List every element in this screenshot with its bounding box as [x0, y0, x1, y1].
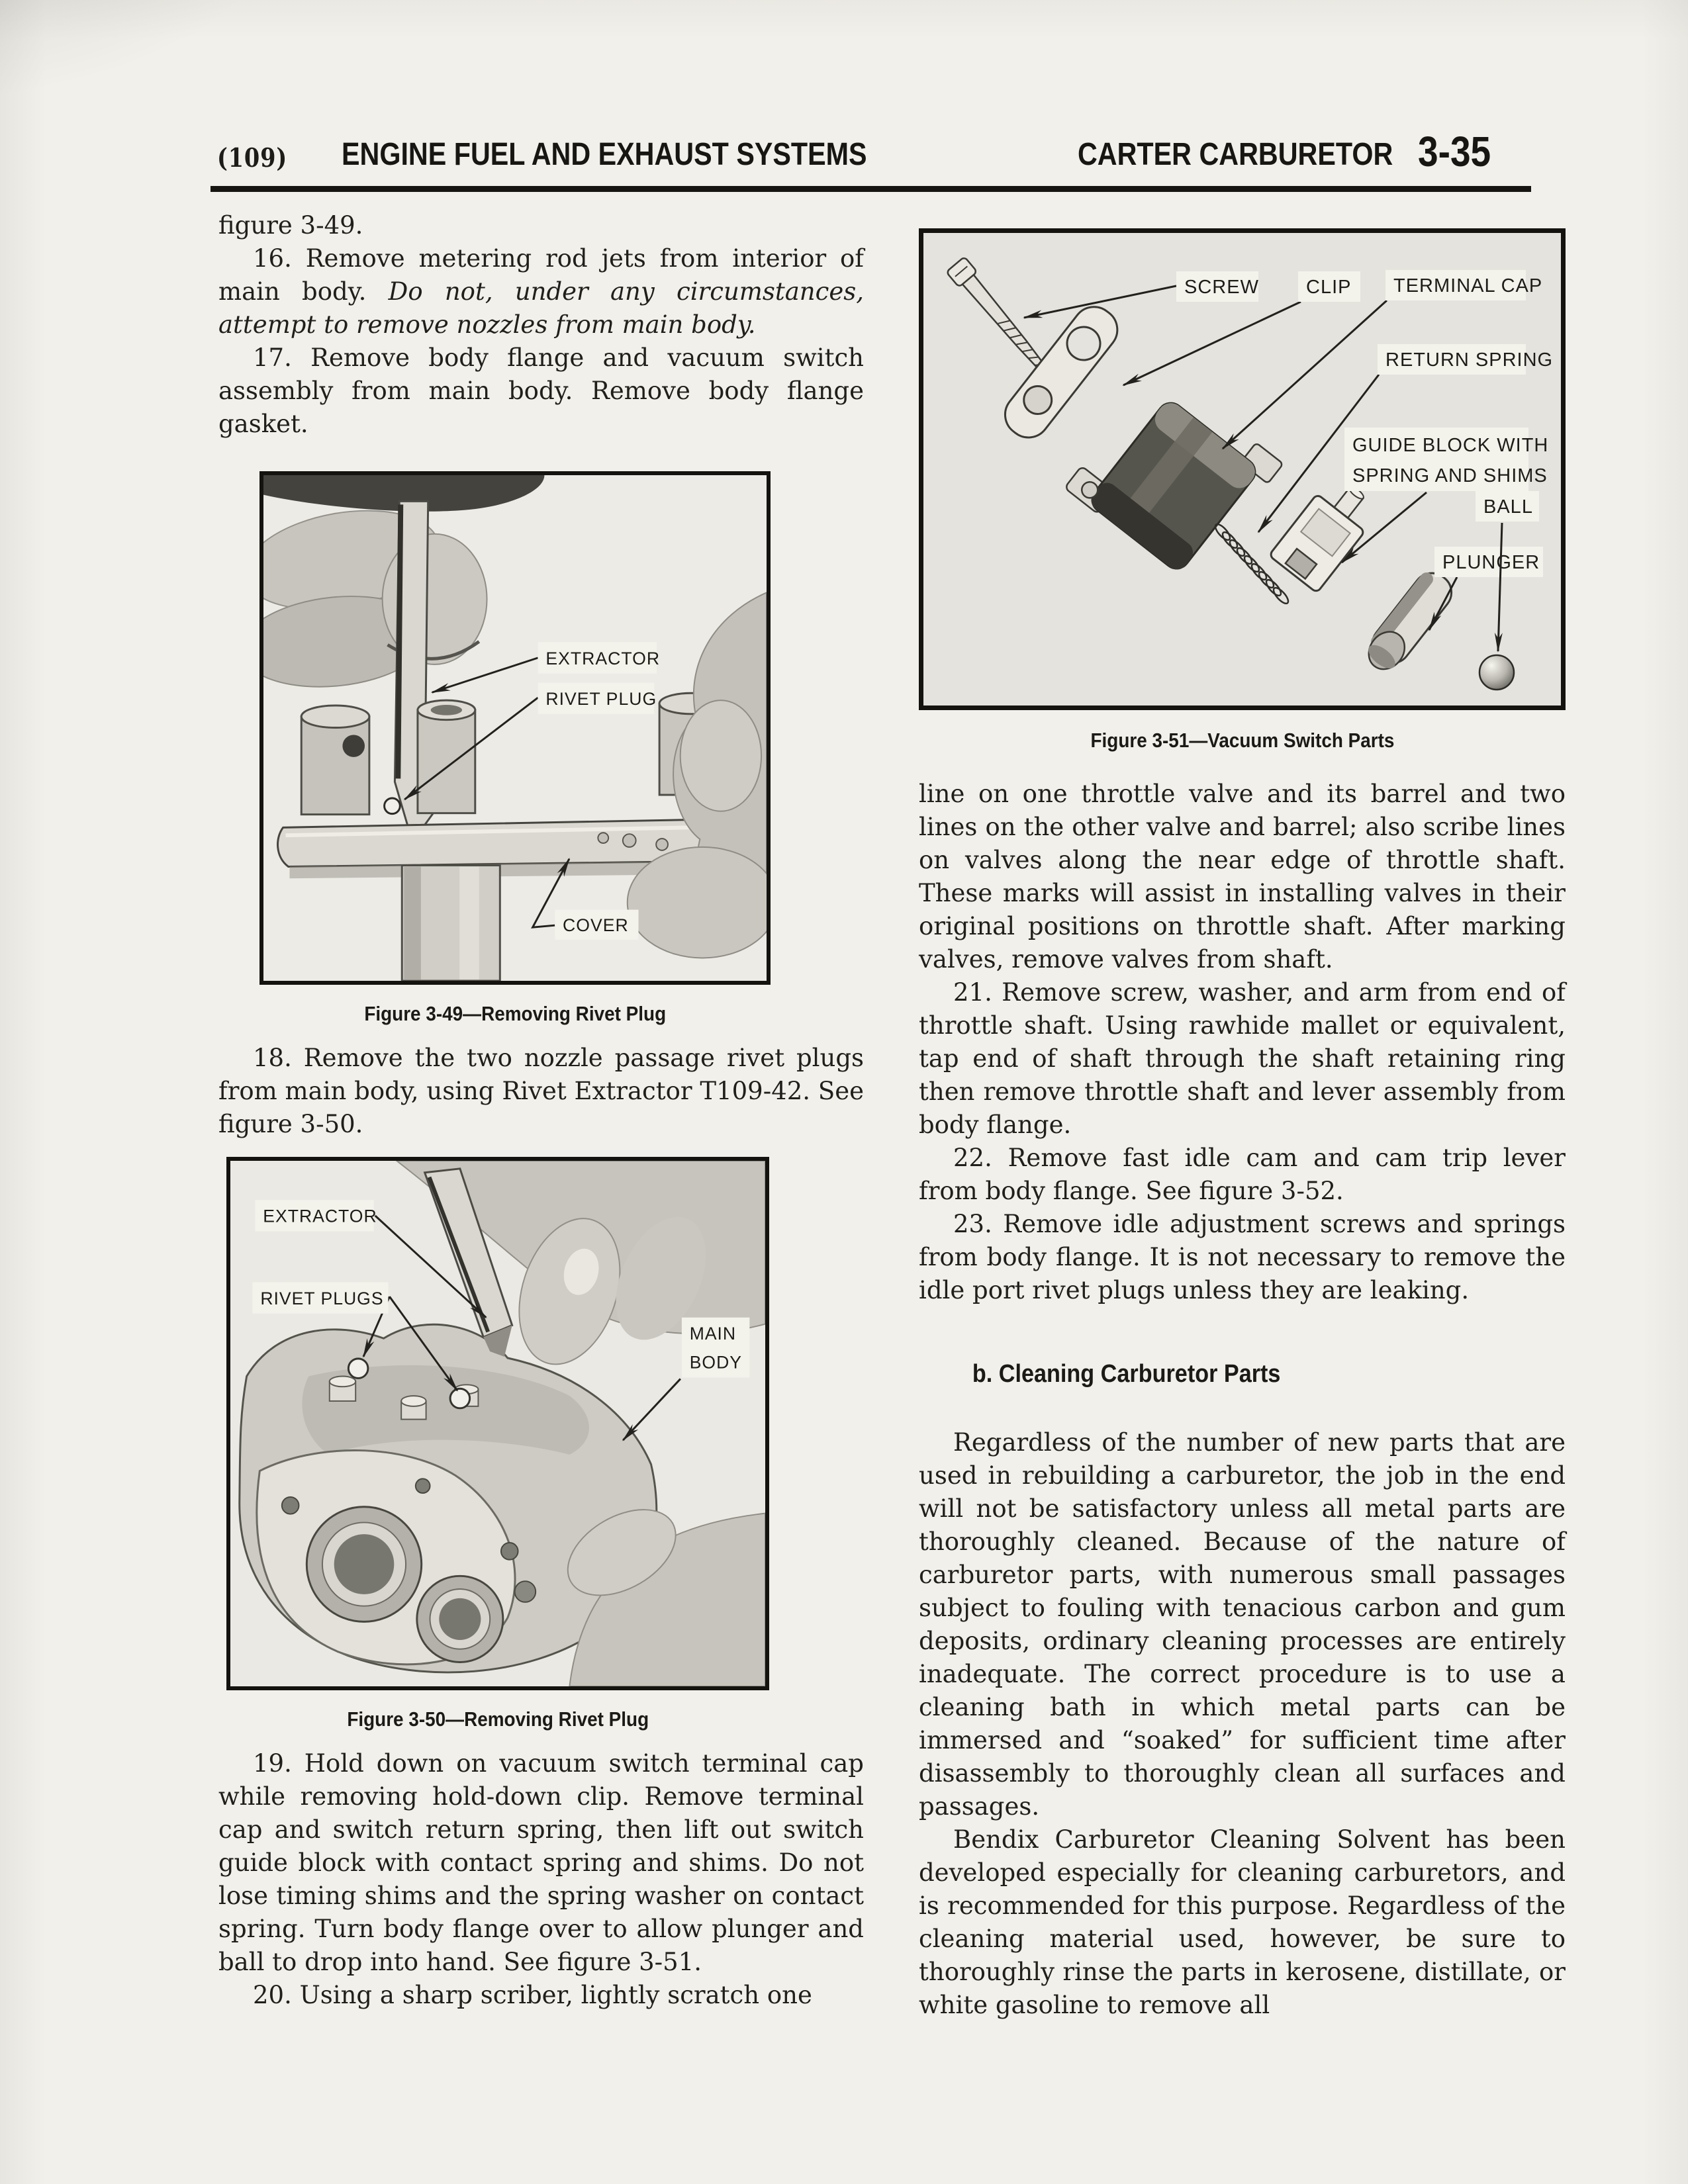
left-column — [218, 209, 864, 2012]
label-ball: BALL — [1483, 496, 1533, 518]
page-number: 3-35 — [1418, 128, 1491, 175]
paragraph-16-italic: Do not, under any circumstances, attempt to remove nozzles from main body. — [218, 277, 864, 339]
figure-3-49-photo — [259, 471, 771, 985]
paragraph-19: 19. Hold down on vacuum switch terminal cap while removing hold-down clip. Remove terminal cap and switch return spring, then lift out switch guide block with contact spring and shims. Do not lose timing shims and the spring washer on contact spring. Turn body flange over to allow plunger and ball to drop into hand. See figure 3-51. — [218, 1749, 864, 1976]
label-screw: SCREW — [1184, 277, 1259, 298]
label-plunger: PLUNGER — [1442, 552, 1540, 573]
paragraph-cleaning-1: Regardless of the number of new parts that are used in rebuilding a carburetor, the job in the end will not be satisfactory unless all metal parts are thoroughly cleaned. Because of the nature of carburetor parts, with numerous small passages subject to fouling with tenacious carbon and gum deposits, ordinary cleaning processes are entirely inadequate. The correct procedure is to use a cleaning bath in which metal parts can be immersed and “soaked” for sufficient time after disassembly to thoroughly clean all surfaces and passages. — [919, 1428, 1566, 1821]
paragraph-21: 21. Remove screw, washer, and arm from end of throttle shaft. Using rawhide mallet or equivalent, tap end of shaft through the shaft retaining ring then remove throttle shaft and lever assembly from body flange. — [919, 978, 1566, 1139]
right-column — [919, 228, 1566, 2022]
removing-rivet-plug-photo-1 — [263, 475, 767, 981]
removing-rivet-plug-photo-2 — [230, 1161, 765, 1686]
label-rivet-plugs: RIVET PLUGS — [260, 1288, 384, 1308]
label-main-body-line2: BODY — [689, 1352, 743, 1373]
label-return-spring: RETURN SPRING — [1385, 349, 1554, 371]
paragraph-22: 22. Remove fast idle cam and cam trip lever from body flange. See figure 3-52. — [919, 1144, 1566, 1205]
label-main-body-line1: MAIN — [689, 1324, 737, 1344]
paragraph-cleaning-2: Bendix Carburetor Cleaning Solvent has been developed especially for cleaning carburetors, and is recommended for this purpose. Regardless of the cleaning material used, however, be sure to thoroughly rinse the parts in kerosene, distillate, or white gasoline to remove all — [919, 1825, 1566, 2019]
ball-part — [1479, 655, 1514, 690]
figure-3-50-photo — [226, 1157, 769, 1690]
paragraph-16-lead: 16. Remove metering rod jets from interior of main body. — [218, 244, 864, 306]
label-cover: COVER — [563, 915, 629, 936]
label-guide-block-line2: SPRING AND SHIMS — [1352, 465, 1548, 486]
header-rule — [211, 186, 1531, 192]
running-head-section: ENGINE FUEL AND EXHAUST SYSTEMS — [342, 137, 867, 172]
running-head-chapter: CARTER CARBURETOR — [1078, 137, 1393, 172]
figure-3-51-diagram — [919, 228, 1566, 710]
paragraph-18: 18. Remove the two nozzle passage rivet plugs from main body, using Rivet Extractor T109-42. See figure 3-50. — [218, 1044, 864, 1138]
label-guide-block-line1: GUIDE BLOCK WITH — [1352, 435, 1549, 456]
paragraph-20: 20. Using a sharp scriber, lightly scratch one — [253, 1981, 812, 2009]
paragraph-17: 17. Remove body flange and vacuum switch assembly from main body. Remove body flange gasket. — [218, 343, 864, 438]
vacuum-switch-parts-diagram — [923, 233, 1561, 705]
figure-3-49-caption: Figure 3-49—Removing Rivet Plug — [364, 1002, 666, 1025]
rivet-plug-ball — [385, 798, 400, 814]
page-ref: (109) — [217, 143, 288, 173]
label-extractor: EXTRACTOR — [545, 648, 661, 668]
label-clip: CLIP — [1306, 277, 1352, 298]
section-heading-cleaning: b. Cleaning Carburetor Parts — [972, 1360, 1281, 1388]
paragraph-continuation: figure 3-49. — [218, 211, 363, 240]
rivet-plug-2 — [450, 1388, 470, 1408]
paragraph-20-continued: line on one throttle valve and its barrel and two lines on the other valve and barrel; also scribe lines on valves along the near edge of throttle shaft. These marks will assist in installing valves in their original positions on throttle shaft. After marking valves, remove valves from shaft. — [919, 780, 1566, 974]
figure-3-50-caption: Figure 3-50—Removing Rivet Plug — [347, 1707, 649, 1731]
label-extractor: EXTRACTOR — [263, 1206, 377, 1226]
rivet-plug-1 — [348, 1359, 368, 1379]
label-terminal-cap: TERMINAL CAP — [1393, 275, 1543, 296]
air-horn-cylinder — [402, 866, 500, 981]
paragraph-16 — [218, 242, 864, 341]
label-rivet-plug: RIVET PLUG — [545, 689, 657, 709]
figure-3-51-caption: Figure 3-51—Vacuum Switch Parts — [1090, 729, 1394, 752]
paragraph-23: 23. Remove idle adjustment screws and springs from body flange. It is not necessary to remove the idle port rivet plugs unless they are leaking. — [919, 1210, 1566, 1304]
